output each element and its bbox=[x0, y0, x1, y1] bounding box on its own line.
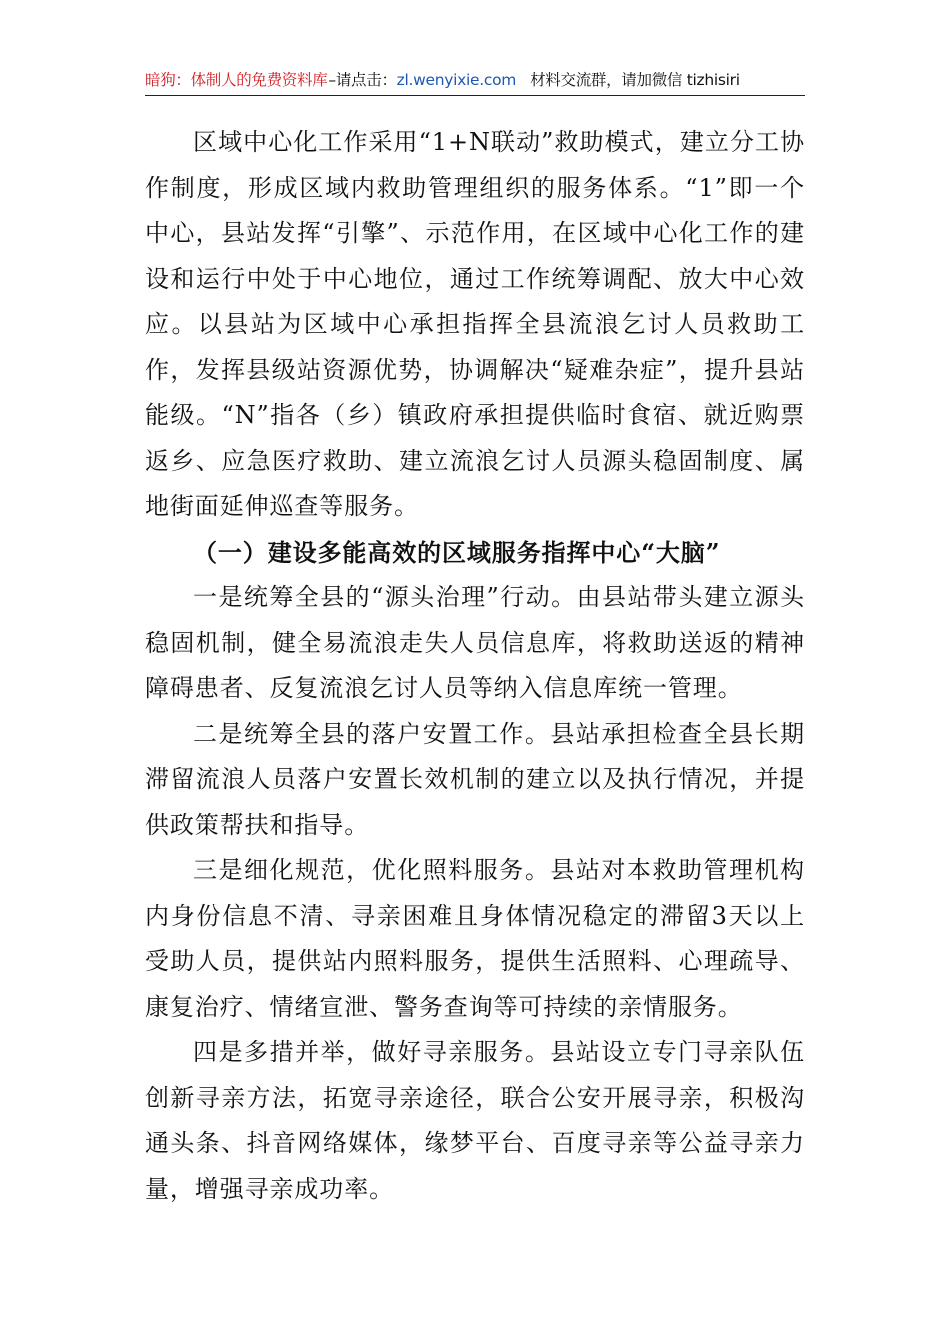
header-url-link[interactable]: zl.wenyixie.com bbox=[396, 71, 517, 89]
header-brand: 暗狗：体制人的免费资料库 bbox=[145, 71, 328, 89]
item-paragraph-3: 三是细化规范，优化照料服务。县站对本救助管理机构内身份信息不清、寻亲困难且身体情况稳定的滞留3天以上受助人员，提供站内照料服务，提供生活照料、心理疏导、康复治疗、情绪宣泄、警务查询等可持续的亲情服务。 bbox=[145, 856, 805, 1021]
header-contact: 材料交流群，请加微信 tizhisiri bbox=[530, 71, 740, 89]
header-prompt: –请点击： bbox=[328, 71, 397, 89]
document-body bbox=[145, 120, 805, 1212]
section-heading: （一）建设多能高效的区域服务指挥中心“大脑” bbox=[193, 537, 721, 567]
header-divider bbox=[145, 95, 805, 96]
item-paragraph-4: 四是多措并举，做好寻亲服务。县站设立专门寻亲队伍创新寻亲方法，拓宽寻亲途径，联合公安开展寻亲，积极沟通头条、抖音网络媒体，缘梦平台、百度寻亲等公益寻亲力量，增强寻亲成功率。 bbox=[145, 1038, 805, 1203]
page-header bbox=[145, 66, 805, 94]
item-paragraph-2: 二是统筹全县的落户安置工作。县站承担检查全县长期滞留流浪人员落户安置长效机制的建立以及执行情况，并提供政策帮扶和指导。 bbox=[145, 719, 805, 839]
intro-paragraph: 区域中心化工作采用“1+N联动”救助模式，建立分工协作制度，形成区域内救助管理组织的服务体系。“1”即一个中心，县站发挥“引擎”、示范作用，在区域中心化工作的建设和运行中处于中心地位，通过工作统筹调配、放大中心效应。以县站为区域中心承担指挥全县流浪乞讨人员救助工作，发挥县级站资源优势，协调解决“疑难杂症”，提升县站能级。“N”指各（乡）镇政府承担提供临时食宿、就近购票返乡、应急医疗救助、建立流浪乞讨人员源头稳固制度、属地街面延伸巡查等服务。 bbox=[145, 128, 805, 520]
item-paragraph-1: 一是统筹全县的“源头治理”行动。由县站带头建立源头稳固机制，健全易流浪走失人员信息库，将救助送返的精神障碍患者、反复流浪乞讨人员等纳入信息库统一管理。 bbox=[145, 583, 805, 702]
